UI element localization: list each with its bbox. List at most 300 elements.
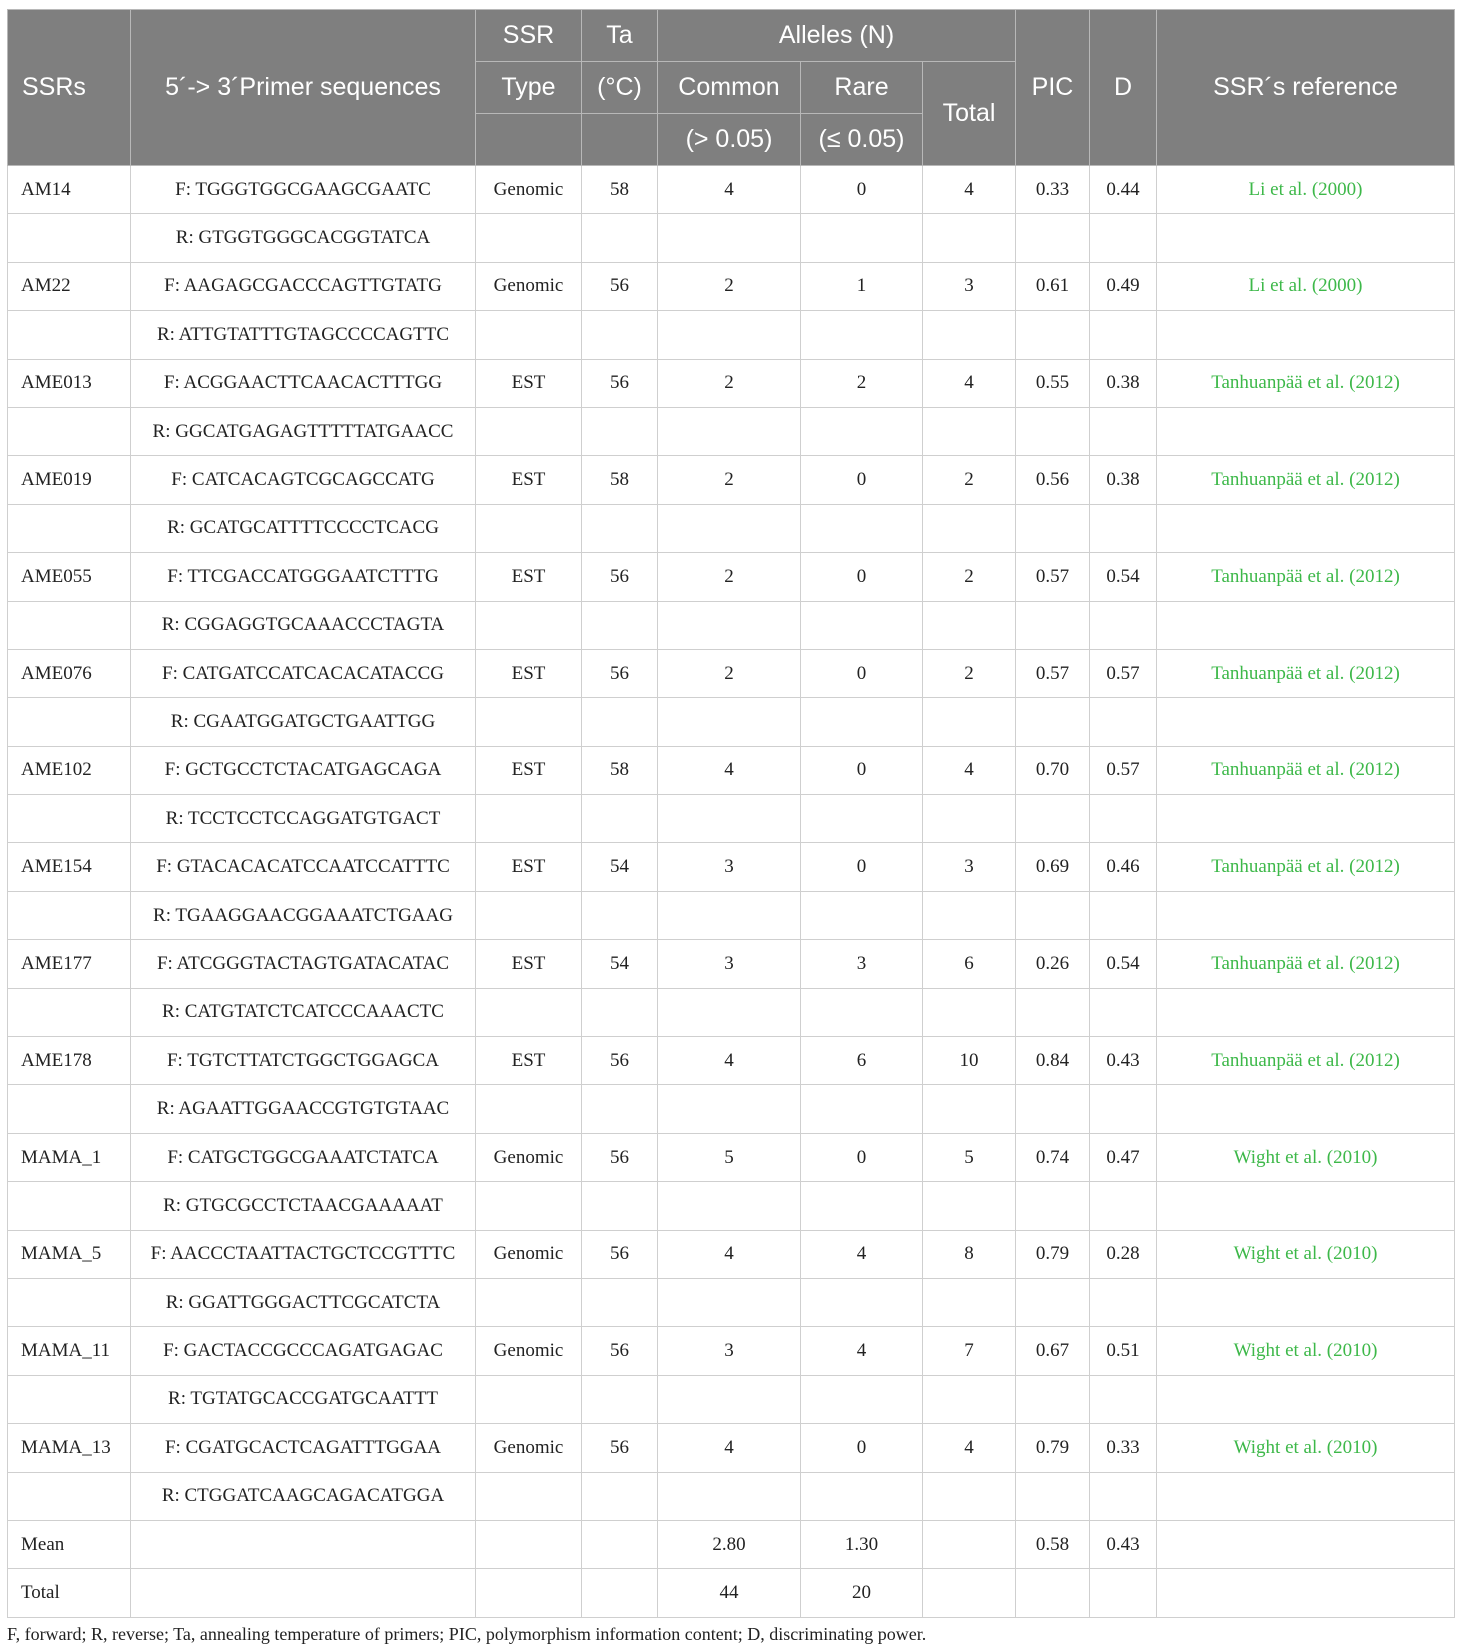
empty-cell [1016,1278,1090,1326]
empty-cell [582,407,658,455]
table-row-reverse [8,311,1455,359]
ssr-name: AME019 [8,456,131,504]
empty-cell [1157,504,1455,552]
rare-alleles: 0 [801,649,923,697]
empty-cell [476,504,582,552]
header-ta-line1: Ta [582,10,658,62]
empty-cell [582,601,658,649]
table-row [8,359,1455,407]
empty-cell [476,1569,582,1617]
total-rare: 20 [801,1569,923,1617]
ssr-name: AM22 [8,262,131,310]
empty-cell [582,1375,658,1423]
empty-cell [582,891,658,939]
header-total: Total [923,62,1016,166]
empty-cell [8,1472,131,1520]
reference-link: Tanhuanpää et al. (2012) [1157,746,1455,794]
empty-cell [582,1472,658,1520]
reference-link: Tanhuanpää et al. (2012) [1157,359,1455,407]
rare-alleles: 4 [801,1327,923,1375]
empty-cell [1016,1375,1090,1423]
header-ssr-type-blank [476,114,582,166]
empty-cell [8,601,131,649]
ssr-type: EST [476,843,582,891]
total-row [8,1569,1455,1617]
empty-cell [476,601,582,649]
table-row [8,843,1455,891]
pic-value: 0.57 [1016,649,1090,697]
empty-cell [582,795,658,843]
empty-cell [582,698,658,746]
reverse-primer: R: CGGAGGTGCAAACCCTAGTA [131,601,476,649]
empty-cell [1090,1472,1157,1520]
ssr-name: AME076 [8,649,131,697]
total-alleles: 4 [923,166,1016,214]
empty-cell [923,698,1016,746]
empty-cell [1090,1375,1157,1423]
mean-pic: 0.58 [1016,1520,1090,1568]
reference-link: Tanhuanpää et al. (2012) [1157,649,1455,697]
empty-cell [476,698,582,746]
empty-cell [658,311,801,359]
total-alleles: 2 [923,649,1016,697]
d-value: 0.46 [1090,843,1157,891]
d-value: 0.38 [1090,359,1157,407]
empty-cell [923,504,1016,552]
empty-cell [923,214,1016,262]
reverse-primer: R: GCATGCATTTTCCCCTCACG [131,504,476,552]
empty-cell [8,1278,131,1326]
table-row [8,649,1455,697]
total-alleles: 4 [923,1424,1016,1472]
empty-cell [658,1085,801,1133]
table-header [8,10,1455,166]
empty-cell [1090,1182,1157,1230]
rare-alleles: 0 [801,553,923,601]
common-alleles: 3 [658,843,801,891]
empty-cell [1157,1278,1455,1326]
empty-cell [1016,891,1090,939]
empty-cell [1090,1278,1157,1326]
annealing-temperature: 58 [582,456,658,504]
rare-alleles: 0 [801,166,923,214]
ssr-type: EST [476,1037,582,1085]
empty-cell [923,988,1016,1036]
empty-cell [801,214,923,262]
empty-cell [658,1182,801,1230]
pic-value: 0.84 [1016,1037,1090,1085]
header-alleles: Alleles (N) [658,10,1016,62]
total-alleles: 3 [923,262,1016,310]
total-alleles: 5 [923,1133,1016,1181]
annealing-temperature: 56 [582,1327,658,1375]
empty-cell [8,1375,131,1423]
empty-cell [8,988,131,1036]
ssr-type: Genomic [476,1424,582,1472]
rare-alleles: 0 [801,1424,923,1472]
forward-primer: F: AACCCTAATTACTGCTCCGTTTC [131,1230,476,1278]
empty-cell [1016,1085,1090,1133]
annealing-temperature: 56 [582,649,658,697]
empty-cell [658,504,801,552]
reference-link: Tanhuanpää et al. (2012) [1157,456,1455,504]
ssr-type: EST [476,746,582,794]
ssr-name: AME177 [8,940,131,988]
empty-cell [801,698,923,746]
forward-primer: F: ATCGGGTACTAGTGATACATAC [131,940,476,988]
empty-cell [923,1472,1016,1520]
common-alleles: 2 [658,359,801,407]
ssr-name: AME154 [8,843,131,891]
reference-link: Wight et al. (2010) [1157,1230,1455,1278]
table-row-reverse [8,407,1455,455]
empty-cell [801,311,923,359]
rare-alleles: 6 [801,1037,923,1085]
total-alleles: 2 [923,553,1016,601]
ssr-type: EST [476,359,582,407]
ssr-type: EST [476,553,582,601]
ssr-name: AME055 [8,553,131,601]
empty-cell [476,407,582,455]
annealing-temperature: 56 [582,1230,658,1278]
ssr-primer-table [7,9,1455,1618]
pic-value: 0.55 [1016,359,1090,407]
empty-cell [658,891,801,939]
forward-primer: F: TGTCTTATCTGGCTGGAGCA [131,1037,476,1085]
empty-cell [1157,1569,1455,1617]
empty-cell [658,1472,801,1520]
common-alleles: 2 [658,649,801,697]
empty-cell [923,795,1016,843]
empty-cell [476,1375,582,1423]
ssr-name: AM14 [8,166,131,214]
reverse-primer: R: TGAAGGAACGGAAATCTGAAG [131,891,476,939]
empty-cell [801,1375,923,1423]
total-label: Total [8,1569,131,1617]
rare-alleles: 2 [801,359,923,407]
ssr-name: MAMA_5 [8,1230,131,1278]
empty-cell [476,1520,582,1568]
empty-cell [476,214,582,262]
empty-cell [476,988,582,1036]
empty-cell [1090,698,1157,746]
pic-value: 0.33 [1016,166,1090,214]
empty-cell [1157,1472,1455,1520]
common-alleles: 2 [658,456,801,504]
table-row-reverse [8,698,1455,746]
ssr-type: Genomic [476,166,582,214]
d-value: 0.51 [1090,1327,1157,1375]
table-row [8,1327,1455,1375]
annealing-temperature: 54 [582,940,658,988]
empty-cell [658,601,801,649]
pic-value: 0.67 [1016,1327,1090,1375]
empty-cell [8,311,131,359]
empty-cell [923,891,1016,939]
empty-cell [923,601,1016,649]
forward-primer: F: CATGCTGGCGAAATCTATCA [131,1133,476,1181]
reverse-primer: R: CATGTATCTCATCCCAAACTC [131,988,476,1036]
reverse-primer: R: CTGGATCAAGCAGACATGGA [131,1472,476,1520]
total-alleles: 4 [923,359,1016,407]
empty-cell [1090,311,1157,359]
reverse-primer: R: GGCATGAGAGTTTTTATGAACC [131,407,476,455]
empty-cell [8,1182,131,1230]
pic-value: 0.74 [1016,1133,1090,1181]
empty-cell [8,795,131,843]
empty-cell [923,1569,1016,1617]
mean-row [8,1520,1455,1568]
header-ta-line2: (°C) [582,62,658,114]
common-alleles: 2 [658,262,801,310]
empty-cell [923,1182,1016,1230]
empty-cell [1016,311,1090,359]
total-alleles: 3 [923,843,1016,891]
d-value: 0.57 [1090,746,1157,794]
reverse-primer: R: ATTGTATTTGTAGCCCCAGTTC [131,311,476,359]
common-alleles: 4 [658,1424,801,1472]
empty-cell [1090,407,1157,455]
ssr-name: MAMA_13 [8,1424,131,1472]
total-alleles: 2 [923,456,1016,504]
ssr-name: MAMA_11 [8,1327,131,1375]
empty-cell [131,1520,476,1568]
header-ssr-type-line1: SSR [476,10,582,62]
d-value: 0.54 [1090,553,1157,601]
empty-cell [1090,504,1157,552]
empty-cell [476,1472,582,1520]
empty-cell [476,1278,582,1326]
ssr-name: AME178 [8,1037,131,1085]
pic-value: 0.56 [1016,456,1090,504]
table-row [8,940,1455,988]
reverse-primer: R: TGTATGCACCGATGCAATTT [131,1375,476,1423]
empty-cell [476,1182,582,1230]
pic-value: 0.26 [1016,940,1090,988]
empty-cell [582,988,658,1036]
rare-alleles: 1 [801,262,923,310]
empty-cell [1090,795,1157,843]
header-rare: Rare [801,62,923,114]
pic-value: 0.70 [1016,746,1090,794]
reference-link: Wight et al. (2010) [1157,1424,1455,1472]
pic-value: 0.79 [1016,1230,1090,1278]
reference-link: Tanhuanpää et al. (2012) [1157,843,1455,891]
empty-cell [476,1085,582,1133]
rare-alleles: 4 [801,1230,923,1278]
ssr-type: Genomic [476,1133,582,1181]
reverse-primer: R: GTGGTGGGCACGGTATCA [131,214,476,262]
empty-cell [1016,988,1090,1036]
d-value: 0.57 [1090,649,1157,697]
empty-cell [8,214,131,262]
common-alleles: 2 [658,553,801,601]
reference-link: Tanhuanpää et al. (2012) [1157,553,1455,601]
empty-cell [1090,1085,1157,1133]
header-rare-threshold: (≤ 0.05) [801,114,923,166]
empty-cell [582,504,658,552]
table-row [8,746,1455,794]
total-alleles: 4 [923,746,1016,794]
empty-cell [658,407,801,455]
empty-cell [801,1085,923,1133]
table-row-reverse [8,988,1455,1036]
d-value: 0.49 [1090,262,1157,310]
annealing-temperature: 56 [582,1037,658,1085]
forward-primer: F: CGATGCACTCAGATTTGGAA [131,1424,476,1472]
common-alleles: 3 [658,940,801,988]
empty-cell [658,698,801,746]
empty-cell [1090,214,1157,262]
empty-cell [923,407,1016,455]
table-row-reverse [8,504,1455,552]
ssr-name: MAMA_1 [8,1133,131,1181]
d-value: 0.54 [1090,940,1157,988]
table-row-reverse [8,1085,1455,1133]
empty-cell [923,1085,1016,1133]
table-row-reverse [8,1182,1455,1230]
table-row [8,1037,1455,1085]
empty-cell [1016,504,1090,552]
table-row-reverse [8,214,1455,262]
empty-cell [1016,795,1090,843]
empty-cell [582,1182,658,1230]
table-body [8,166,1455,1618]
empty-cell [1157,214,1455,262]
empty-cell [801,1472,923,1520]
annealing-temperature: 54 [582,843,658,891]
table-row [8,553,1455,601]
d-value: 0.44 [1090,166,1157,214]
annealing-temperature: 56 [582,262,658,310]
empty-cell [801,407,923,455]
empty-cell [476,311,582,359]
header-pic: PIC [1016,10,1090,166]
empty-cell [8,698,131,746]
empty-cell [1157,601,1455,649]
pic-value: 0.69 [1016,843,1090,891]
empty-cell [1090,1569,1157,1617]
table-footnote: F, forward; R, reverse; Ta, annealing temperature of primers; PIC, polymorphism information content; D, discriminating power. [7,1624,927,1644]
forward-primer: F: ACGGAACTTCAACACTTTGG [131,359,476,407]
forward-primer: F: GTACACACATCCAATCCATTTC [131,843,476,891]
table-row [8,456,1455,504]
empty-cell [658,1375,801,1423]
empty-cell [1157,1182,1455,1230]
rare-alleles: 0 [801,1133,923,1181]
empty-cell [1157,1085,1455,1133]
pic-value: 0.57 [1016,553,1090,601]
header-ta-blank [582,114,658,166]
empty-cell [1157,1520,1455,1568]
reverse-primer: R: AGAATTGGAACCGTGTGTAAC [131,1085,476,1133]
forward-primer: F: AAGAGCGACCCAGTTGTATG [131,262,476,310]
annealing-temperature: 56 [582,1133,658,1181]
empty-cell [801,891,923,939]
annealing-temperature: 56 [582,553,658,601]
ssr-type: Genomic [476,1230,582,1278]
empty-cell [582,311,658,359]
reference-link: Li et al. (2000) [1157,166,1455,214]
header-ssrs: SSRs [8,10,131,166]
reference-link: Wight et al. (2010) [1157,1327,1455,1375]
table-row-reverse [8,1375,1455,1423]
table-row-reverse [8,1278,1455,1326]
empty-cell [1016,1569,1090,1617]
annealing-temperature: 58 [582,166,658,214]
d-value: 0.33 [1090,1424,1157,1472]
header-primer-sequences: 5´-> 3´Primer sequences [131,10,476,166]
empty-cell [1016,601,1090,649]
ssr-type: Genomic [476,262,582,310]
total-alleles: 8 [923,1230,1016,1278]
ssr-name: AME013 [8,359,131,407]
reference-link: Tanhuanpää et al. (2012) [1157,940,1455,988]
header-reference: SSR´s reference [1157,10,1455,166]
empty-cell [1090,988,1157,1036]
common-alleles: 3 [658,1327,801,1375]
empty-cell [582,1085,658,1133]
empty-cell [923,1520,1016,1568]
annealing-temperature: 58 [582,746,658,794]
table-row-reverse [8,891,1455,939]
total-alleles: 7 [923,1327,1016,1375]
d-value: 0.43 [1090,1037,1157,1085]
pic-value: 0.61 [1016,262,1090,310]
reverse-primer: R: TCCTCCTCCAGGATGTGACT [131,795,476,843]
header-common: Common [658,62,801,114]
empty-cell [801,1182,923,1230]
empty-cell [1090,891,1157,939]
header-d: D [1090,10,1157,166]
forward-primer: F: GCTGCCTCTACATGAGCAGA [131,746,476,794]
empty-cell [582,1569,658,1617]
empty-cell [801,1278,923,1326]
empty-cell [1157,1375,1455,1423]
mean-d: 0.43 [1090,1520,1157,1568]
table-row [8,1230,1455,1278]
empty-cell [8,891,131,939]
annealing-temperature: 56 [582,359,658,407]
table-row [8,1424,1455,1472]
empty-cell [1090,601,1157,649]
table-row-reverse [8,795,1455,843]
rare-alleles: 3 [801,940,923,988]
reference-link: Wight et al. (2010) [1157,1133,1455,1181]
empty-cell [658,1278,801,1326]
empty-cell [8,1085,131,1133]
total-alleles: 6 [923,940,1016,988]
empty-cell [582,1278,658,1326]
table-row [8,1133,1455,1181]
ssr-type: EST [476,940,582,988]
ssr-type: EST [476,456,582,504]
empty-cell [1016,1472,1090,1520]
header-ssr-type-line2: Type [476,62,582,114]
empty-cell [582,214,658,262]
empty-cell [658,988,801,1036]
common-alleles: 4 [658,1037,801,1085]
empty-cell [801,601,923,649]
empty-cell [801,988,923,1036]
table-row [8,262,1455,310]
empty-cell [658,214,801,262]
empty-cell [1016,214,1090,262]
total-alleles: 10 [923,1037,1016,1085]
table-row-reverse [8,601,1455,649]
empty-cell [131,1569,476,1617]
empty-cell [923,1375,1016,1423]
